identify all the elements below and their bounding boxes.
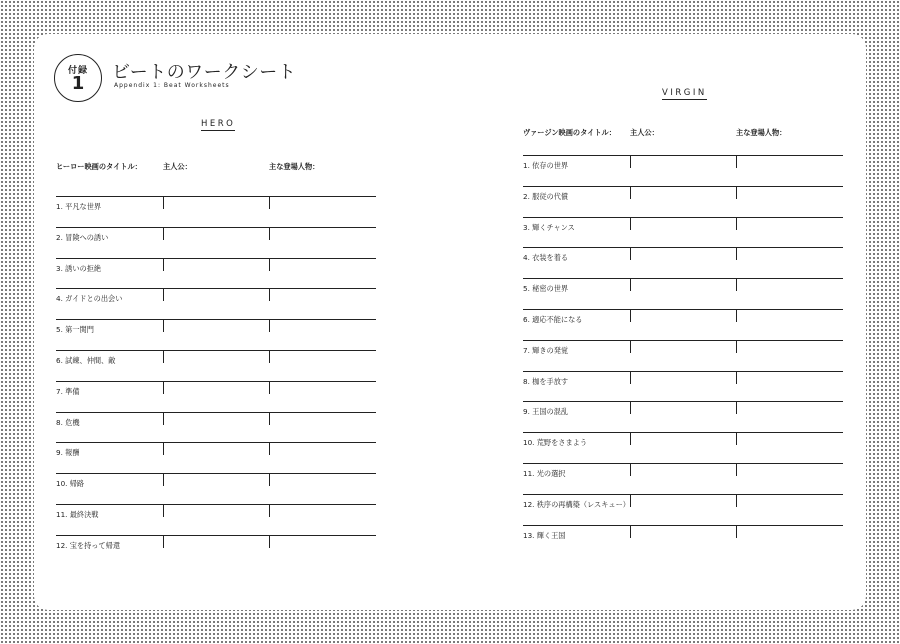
- hero-beat-row: [56, 443, 376, 474]
- virgin-beat-label: 10. 荒野をさまよう: [523, 438, 588, 448]
- badge-label: 付録: [67, 66, 88, 76]
- characters-cell[interactable]: [269, 259, 270, 271]
- characters-cell[interactable]: [736, 495, 737, 507]
- characters-cell[interactable]: [269, 443, 270, 455]
- characters-cell[interactable]: [269, 536, 270, 548]
- virgin-beat-label: 2. 服従の代償: [523, 191, 569, 201]
- virgin-beat-label: 12. 秩序の再構築（レスキュー）: [523, 499, 630, 509]
- hero-beat-label: 10. 帰路: [56, 479, 85, 489]
- hero-beat-label: 9. 報酬: [56, 448, 80, 458]
- characters-cell[interactable]: [269, 382, 270, 394]
- hero-beat-row: [56, 382, 376, 413]
- protagonist-cell[interactable]: [630, 433, 631, 445]
- characters-cell[interactable]: [736, 433, 737, 445]
- characters-cell[interactable]: [736, 218, 737, 230]
- characters-cell[interactable]: [269, 413, 270, 425]
- hero-protagonist-header: 主人公：: [163, 162, 192, 171]
- protagonist-cell[interactable]: [163, 505, 164, 517]
- virgin-beat-row: [523, 372, 843, 403]
- page-title: ビートのワークシート: [112, 62, 297, 83]
- protagonist-cell[interactable]: [630, 464, 631, 476]
- virgin-beat-row: [523, 495, 843, 526]
- characters-cell[interactable]: [269, 505, 270, 517]
- hero-header-row: [56, 154, 376, 197]
- virgin-header-row: [523, 125, 843, 156]
- hero-beat-label: 6. 試練、仲間、敵: [56, 355, 116, 365]
- hero-beat-label: 5. 第一関門: [56, 325, 94, 335]
- hero-beat-label: 12. 宝を持って帰還: [56, 540, 121, 550]
- protagonist-cell[interactable]: [163, 259, 164, 271]
- characters-cell[interactable]: [269, 289, 270, 301]
- protagonist-cell[interactable]: [163, 320, 164, 332]
- hero-beat-row: [56, 474, 376, 505]
- hero-beat-label: 4. ガイドとの出会い: [56, 294, 123, 304]
- virgin-beat-row: [523, 279, 843, 310]
- hero-beat-row: [56, 228, 376, 259]
- protagonist-cell[interactable]: [630, 310, 631, 322]
- virgin-beat-label: 9. 王国の混乱: [523, 407, 569, 417]
- hero-beat-row: [56, 351, 376, 382]
- hero-title-header: ヒーロー映画のタイトル：: [56, 162, 142, 171]
- hero-beat-label: 3. 誘いの拒絶: [56, 263, 102, 273]
- virgin-beat-label: 6. 適応不能になる: [523, 314, 583, 324]
- virgin-beat-label: 13. 輝く王国: [523, 530, 566, 540]
- characters-cell[interactable]: [269, 228, 270, 240]
- hero-beat-label: 2. 冒険への誘い: [56, 232, 109, 242]
- virgin-section-label: VIRGIN: [662, 88, 707, 98]
- protagonist-cell[interactable]: [163, 536, 164, 548]
- characters-cell[interactable]: [269, 351, 270, 363]
- hero-section-label: HERO: [201, 119, 236, 129]
- protagonist-cell[interactable]: [630, 156, 631, 168]
- virgin-beat-row: [523, 310, 843, 341]
- characters-cell[interactable]: [736, 187, 737, 199]
- badge-number: 1: [71, 73, 85, 94]
- protagonist-cell[interactable]: [163, 443, 164, 455]
- protagonist-cell[interactable]: [630, 279, 631, 291]
- virgin-beat-row: [523, 156, 843, 187]
- virgin-beat-row: [523, 526, 843, 556]
- characters-cell[interactable]: [736, 310, 737, 322]
- virgin-beat-label: 11. 光の選択: [523, 468, 566, 478]
- hero-beat-row: [56, 320, 376, 351]
- hero-beat-row: [56, 536, 376, 566]
- characters-cell[interactable]: [269, 197, 270, 209]
- protagonist-cell[interactable]: [163, 228, 164, 240]
- hero-worksheet: [56, 154, 376, 566]
- protagonist-cell[interactable]: [630, 495, 631, 507]
- protagonist-cell[interactable]: [163, 197, 164, 209]
- virgin-beat-row: [523, 433, 843, 464]
- virgin-protagonist-header: 主人公：: [630, 128, 659, 137]
- protagonist-cell[interactable]: [163, 289, 164, 301]
- hero-beat-label: 11. 最終決戦: [56, 509, 99, 519]
- virgin-beat-row: [523, 464, 843, 495]
- protagonist-cell[interactable]: [630, 402, 631, 414]
- virgin-characters-header: 主な登場人物：: [736, 128, 787, 137]
- virgin-beat-label: 1. 依存の世界: [523, 161, 569, 170]
- virgin-beat-label: 7. 輝きの発覚: [523, 345, 569, 355]
- virgin-beat-label: 5. 秘密の世界: [523, 284, 569, 294]
- virgin-beat-row: [523, 248, 843, 279]
- characters-cell[interactable]: [736, 341, 737, 353]
- protagonist-cell[interactable]: [630, 187, 631, 199]
- hero-beat-label: 8. 危機: [56, 417, 80, 427]
- hero-beat-row: [56, 289, 376, 320]
- virgin-beat-row: [523, 187, 843, 218]
- characters-cell[interactable]: [736, 279, 737, 291]
- characters-cell[interactable]: [736, 464, 737, 476]
- virgin-beat-row: [523, 218, 843, 249]
- hero-beat-row: [56, 259, 376, 290]
- worksheet-page: [34, 34, 866, 610]
- appendix-badge: [54, 54, 102, 102]
- characters-cell[interactable]: [736, 372, 737, 384]
- protagonist-cell[interactable]: [163, 413, 164, 425]
- protagonist-cell[interactable]: [630, 341, 631, 353]
- hero-beat-row: [56, 505, 376, 536]
- virgin-worksheet: [523, 125, 843, 555]
- virgin-beat-row: [523, 402, 843, 433]
- virgin-beat-label: 4. 衣装を着る: [523, 253, 569, 263]
- protagonist-cell[interactable]: [163, 351, 164, 363]
- virgin-beat-label: 3. 輝くチャンス: [523, 222, 575, 232]
- characters-cell[interactable]: [736, 402, 737, 414]
- protagonist-cell[interactable]: [163, 474, 164, 486]
- hero-beat-row: [56, 197, 376, 228]
- characters-cell[interactable]: [736, 156, 737, 168]
- characters-cell[interactable]: [736, 526, 737, 538]
- protagonist-cell[interactable]: [630, 372, 631, 384]
- hero-beat-label: 1. 平凡な世界: [56, 202, 102, 211]
- virgin-title-header: ヴァージン映画のタイトル：: [523, 128, 616, 137]
- hero-characters-header: 主な登場人物：: [269, 162, 320, 171]
- protagonist-cell[interactable]: [630, 526, 631, 538]
- protagonist-cell[interactable]: [630, 248, 631, 260]
- hero-beat-row: [56, 413, 376, 444]
- virgin-beat-label: 8. 枷を手放す: [523, 376, 569, 386]
- characters-cell[interactable]: [269, 474, 270, 486]
- virgin-beat-row: [523, 341, 843, 372]
- protagonist-cell[interactable]: [163, 382, 164, 394]
- characters-cell[interactable]: [269, 320, 270, 332]
- protagonist-cell[interactable]: [630, 218, 631, 230]
- hero-beat-label: 7. 準備: [56, 386, 80, 396]
- characters-cell[interactable]: [736, 248, 737, 260]
- page-subtitle: Appendix 1: Beat Worksheets: [114, 82, 230, 89]
